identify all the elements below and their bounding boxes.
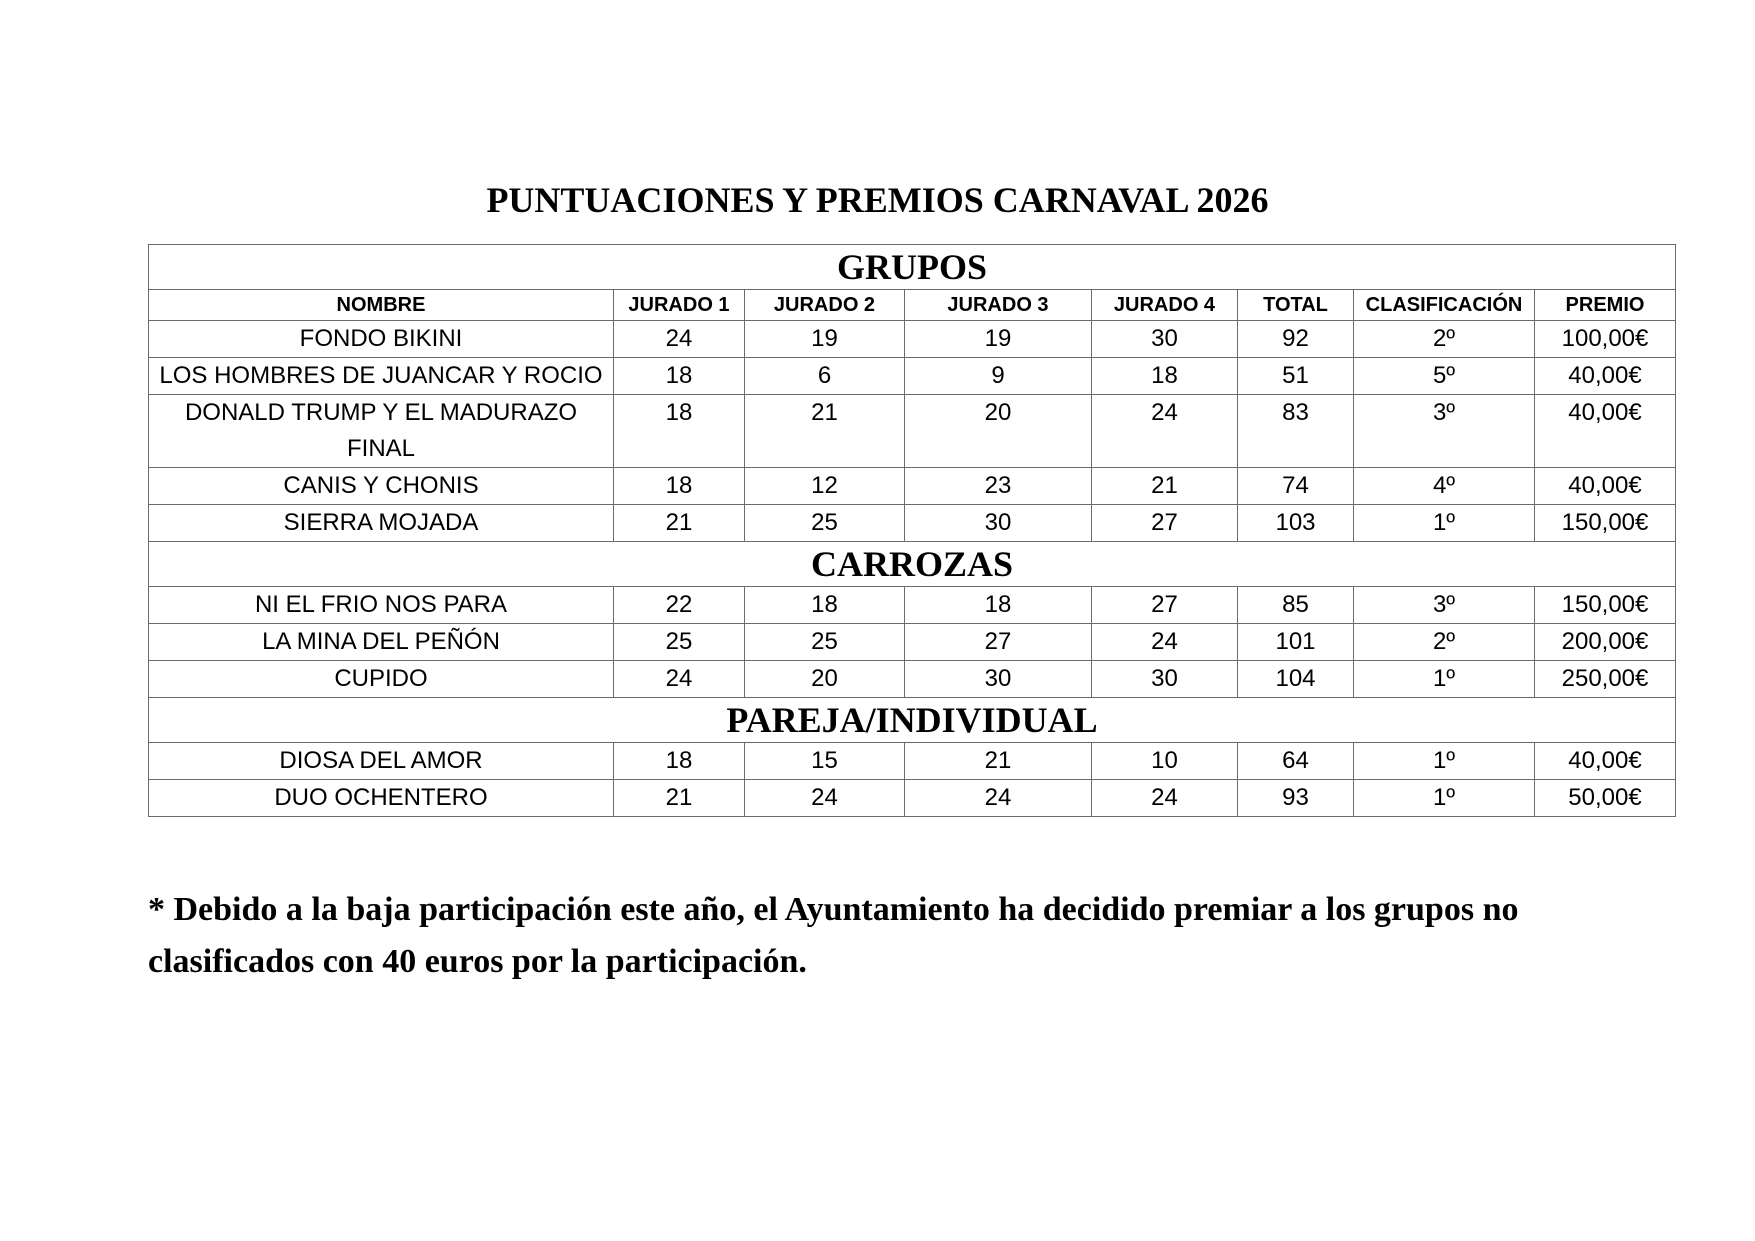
cell-jurado-1: 18 (614, 468, 745, 505)
cell-clasificacion: 1º (1354, 661, 1535, 698)
column-header-jurado-1: JURADO 1 (614, 290, 745, 321)
cell-name: NI EL FRIO NOS PARA (149, 587, 614, 624)
section-header-row (149, 542, 1676, 587)
cell-jurado-2: 18 (745, 587, 905, 624)
cell-jurado-4: 24 (1092, 780, 1238, 817)
cell-jurado-2: 25 (745, 624, 905, 661)
section-header-row (149, 698, 1676, 743)
table-row (149, 358, 1676, 395)
cell-jurado-3: 27 (905, 624, 1092, 661)
cell-total: 104 (1238, 661, 1354, 698)
cell-premio: 40,00€ (1535, 468, 1676, 505)
section-title: PAREJA/INDIVIDUAL (149, 698, 1676, 743)
cell-premio: 100,00€ (1535, 321, 1676, 358)
column-header-name: NOMBRE (149, 290, 614, 321)
cell-jurado-1: 18 (614, 743, 745, 780)
scores-table (148, 244, 1676, 817)
cell-clasificacion: 3º (1354, 395, 1535, 468)
cell-clasificacion: 1º (1354, 505, 1535, 542)
table-row (149, 587, 1676, 624)
cell-jurado-1: 18 (614, 358, 745, 395)
cell-premio: 40,00€ (1535, 395, 1676, 468)
column-header-premio: PREMIO (1535, 290, 1676, 321)
cell-jurado-2: 19 (745, 321, 905, 358)
cell-name: LOS HOMBRES DE JUANCAR Y ROCIO (149, 358, 614, 395)
cell-jurado-3: 9 (905, 358, 1092, 395)
cell-jurado-3: 19 (905, 321, 1092, 358)
cell-name: DONALD TRUMP Y EL MADURAZO FINAL (149, 395, 614, 468)
cell-premio: 250,00€ (1535, 661, 1676, 698)
column-header-clasificacion: CLASIFICACIÓN (1354, 290, 1535, 321)
cell-clasificacion: 2º (1354, 624, 1535, 661)
table-row (149, 624, 1676, 661)
cell-jurado-4: 18 (1092, 358, 1238, 395)
column-header-jurado-2: JURADO 2 (745, 290, 905, 321)
cell-jurado-1: 18 (614, 395, 745, 468)
cell-jurado-2: 20 (745, 661, 905, 698)
section-title: GRUPOS (149, 245, 1676, 290)
cell-total: 51 (1238, 358, 1354, 395)
cell-name: FONDO BIKINI (149, 321, 614, 358)
cell-name: DIOSA DEL AMOR (149, 743, 614, 780)
cell-jurado-3: 21 (905, 743, 1092, 780)
table-row (149, 395, 1676, 468)
cell-name: DUO OCHENTERO (149, 780, 614, 817)
cell-total: 92 (1238, 321, 1354, 358)
cell-total: 83 (1238, 395, 1354, 468)
cell-total: 93 (1238, 780, 1354, 817)
cell-jurado-2: 15 (745, 743, 905, 780)
table-row (149, 468, 1676, 505)
table-row (149, 505, 1676, 542)
cell-jurado-3: 30 (905, 505, 1092, 542)
table-row (149, 661, 1676, 698)
cell-total: 103 (1238, 505, 1354, 542)
cell-jurado-3: 30 (905, 661, 1092, 698)
section-header-row (149, 245, 1676, 290)
cell-jurado-4: 27 (1092, 505, 1238, 542)
cell-clasificacion: 2º (1354, 321, 1535, 358)
cell-jurado-3: 20 (905, 395, 1092, 468)
table-row (149, 321, 1676, 358)
cell-premio: 150,00€ (1535, 505, 1676, 542)
cell-jurado-4: 24 (1092, 395, 1238, 468)
cell-name: CANIS Y CHONIS (149, 468, 614, 505)
cell-premio: 40,00€ (1535, 743, 1676, 780)
column-header-jurado-3: JURADO 3 (905, 290, 1092, 321)
cell-jurado-3: 18 (905, 587, 1092, 624)
cell-clasificacion: 1º (1354, 780, 1535, 817)
column-header-row (149, 290, 1676, 321)
cell-jurado-2: 6 (745, 358, 905, 395)
cell-jurado-4: 27 (1092, 587, 1238, 624)
scores-table-body (149, 245, 1676, 817)
cell-clasificacion: 5º (1354, 358, 1535, 395)
cell-jurado-1: 21 (614, 505, 745, 542)
cell-jurado-4: 30 (1092, 661, 1238, 698)
cell-jurado-4: 10 (1092, 743, 1238, 780)
cell-jurado-2: 21 (745, 395, 905, 468)
cell-clasificacion: 1º (1354, 743, 1535, 780)
cell-jurado-1: 24 (614, 321, 745, 358)
cell-jurado-2: 12 (745, 468, 905, 505)
cell-premio: 40,00€ (1535, 358, 1676, 395)
cell-jurado-2: 24 (745, 780, 905, 817)
cell-total: 85 (1238, 587, 1354, 624)
cell-premio: 50,00€ (1535, 780, 1676, 817)
cell-clasificacion: 4º (1354, 468, 1535, 505)
cell-name: LA MINA DEL PEÑÓN (149, 624, 614, 661)
cell-premio: 150,00€ (1535, 587, 1676, 624)
cell-jurado-2: 25 (745, 505, 905, 542)
cell-jurado-4: 30 (1092, 321, 1238, 358)
cell-jurado-3: 23 (905, 468, 1092, 505)
cell-total: 101 (1238, 624, 1354, 661)
cell-name: SIERRA MOJADA (149, 505, 614, 542)
cell-clasificacion: 3º (1354, 587, 1535, 624)
cell-jurado-3: 24 (905, 780, 1092, 817)
table-row (149, 780, 1676, 817)
page-title: PUNTUACIONES Y PREMIOS CARNAVAL 2026 (486, 180, 1269, 220)
cell-total: 64 (1238, 743, 1354, 780)
cell-jurado-1: 21 (614, 780, 745, 817)
column-header-jurado-4: JURADO 4 (1092, 290, 1238, 321)
cell-jurado-4: 21 (1092, 468, 1238, 505)
section-title: CARROZAS (149, 542, 1676, 587)
column-header-total: TOTAL (1238, 290, 1354, 321)
cell-jurado-1: 22 (614, 587, 745, 624)
cell-jurado-4: 24 (1092, 624, 1238, 661)
cell-jurado-1: 24 (614, 661, 745, 698)
table-row (149, 743, 1676, 780)
participation-note: * Debido a la baja participación este año, el Ayuntamiento ha decidido premiar a los grupos no clasificados con 40 euros por la participación. (148, 891, 1519, 980)
cell-total: 74 (1238, 468, 1354, 505)
cell-name: CUPIDO (149, 661, 614, 698)
cell-premio: 200,00€ (1535, 624, 1676, 661)
cell-jurado-1: 25 (614, 624, 745, 661)
